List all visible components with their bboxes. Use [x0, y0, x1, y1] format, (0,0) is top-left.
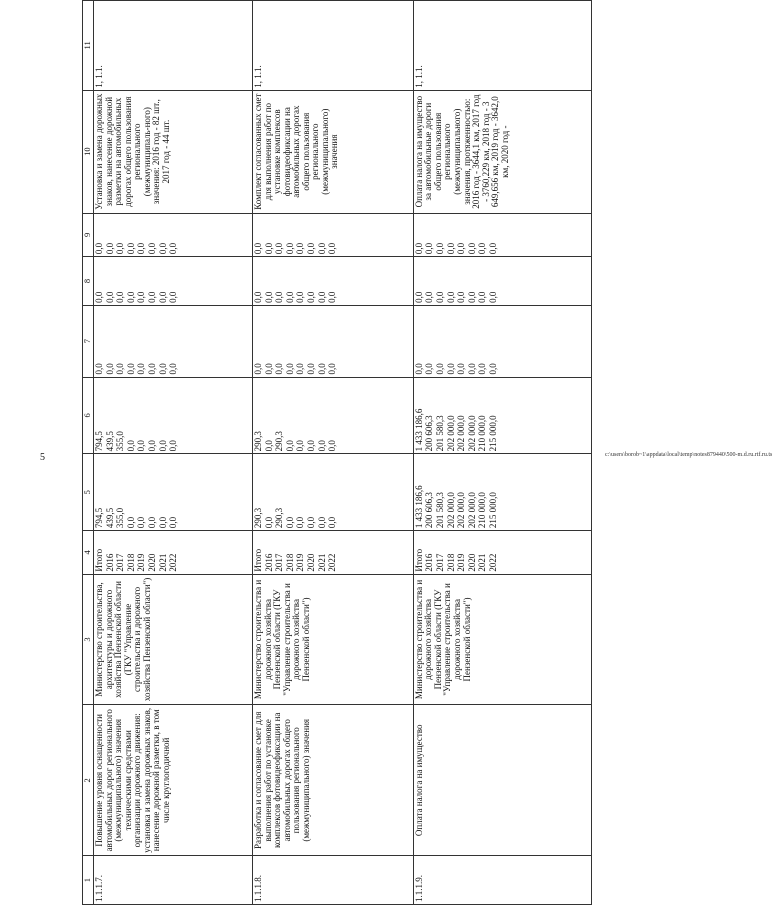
year-label: 2016: [104, 553, 115, 572]
funding-value: 0,0: [316, 363, 327, 375]
funding-value: 0,0: [252, 242, 263, 255]
year-label: 2018: [445, 553, 456, 572]
funding-value: 0,0: [168, 516, 179, 529]
year-label: 2020: [146, 553, 157, 572]
column-number-header: 6: [83, 377, 94, 454]
funding-value: 0,0: [284, 440, 295, 452]
executor-cell: Министерство строительства и дорожного хозяйства Пензенской области (ГКУ "Управление строительства и дорожного хозяйства Пензенской области"): [252, 574, 413, 705]
funding-value: 0,0: [136, 291, 147, 303]
year-label: 2017: [115, 553, 126, 572]
task-link-cell: 1, 1.1.: [94, 1, 253, 91]
activity-number-cell: 1.1.1.8.: [252, 856, 413, 905]
year-label: Итого: [252, 548, 263, 572]
funding-value: 0,0: [424, 363, 435, 375]
funding-value: 0,0: [305, 291, 316, 303]
funding-value: 0,0: [104, 363, 115, 375]
funding-value: 439,5: [104, 507, 115, 529]
funding-value: 0,0: [146, 242, 157, 255]
funding-value: 355,0: [115, 507, 126, 529]
funding-value: 0,0: [445, 363, 456, 375]
funding-value: 290,3: [274, 507, 285, 529]
funding-value: 0,0: [136, 242, 147, 255]
funding-value: 202 000,0: [456, 415, 467, 452]
year-label: 2020: [305, 553, 316, 572]
funding-value: 0,0: [157, 516, 168, 529]
funding-col8-cell: [94, 257, 253, 306]
funding-value: 202 000,0: [456, 492, 467, 529]
funding-value: 0,0: [413, 242, 424, 255]
funding-value: 0,0: [424, 291, 435, 303]
funding-value: 0,0: [327, 516, 338, 529]
funding-value: 0,0: [435, 242, 446, 255]
year-label: Итого: [94, 548, 104, 572]
funding-col8-cell: [252, 257, 413, 306]
activity-name-cell: Разработка и согласование смет для выполнения работ по установке комплексов фотовидеофиксации на автомобильных дорогах общего пользования регионального (межмуниципального) значения: [252, 705, 413, 856]
funding-value: 0,0: [305, 516, 316, 529]
funding-value: 0,0: [305, 242, 316, 255]
funding-value: 0,0: [115, 291, 126, 303]
column-number-header: 3: [83, 574, 94, 705]
funding-value: 0,0: [125, 242, 136, 255]
funding-value: 0,0: [305, 440, 316, 452]
funding-value: 0,0: [94, 363, 104, 375]
funding-value: 0,0: [327, 363, 338, 375]
year-label: 2019: [295, 553, 306, 572]
funding-value: 0,0: [327, 440, 338, 452]
year-label: 2021: [316, 553, 327, 572]
task-link-cell: 1, 1.1.: [252, 1, 413, 91]
funding-value: 0,0: [168, 440, 179, 452]
funding-value: 0,0: [136, 440, 147, 452]
funding-value: 0,0: [466, 242, 477, 255]
funding-col9-cell: [94, 213, 253, 257]
funding-value: 0,0: [295, 440, 306, 452]
funding-col7-cell: [94, 305, 253, 377]
year-label: Итого: [413, 548, 424, 572]
funding-value: 0,0: [413, 363, 424, 375]
year-label: 2022: [488, 553, 498, 572]
funding-value: 0,0: [157, 291, 168, 303]
funding-col9-cell: [252, 213, 413, 257]
funding-value: 200 606,3: [424, 492, 435, 529]
years-cell: [94, 531, 253, 575]
funding-value: 0,0: [157, 440, 168, 452]
funding-value: 290,3: [252, 431, 263, 452]
funding-value: 0,0: [488, 363, 498, 375]
funding-value: 201 580,3: [435, 492, 446, 529]
funding-value: 0,0: [477, 363, 488, 375]
funding-value: 290,3: [252, 507, 263, 529]
funding-value: 0,0: [316, 440, 327, 452]
funding-value: 0,0: [146, 440, 157, 452]
funding-value: 0,0: [445, 242, 456, 255]
year-label: 2022: [168, 553, 179, 572]
funding-value: 0,0: [146, 363, 157, 375]
column-number-header: 10: [83, 90, 94, 213]
executor-cell: Министерство строительства и дорожного хозяйства Пензенской области (ГКУ "Управление строительства и дорожного хозяйства Пензенской области"): [413, 574, 591, 705]
column-number-header: 9: [83, 213, 94, 257]
funding-value: 0,0: [477, 242, 488, 255]
funding-value: 0,0: [274, 291, 285, 303]
funding-col6-cell: [252, 377, 413, 454]
column-number-header: 7: [83, 305, 94, 377]
funding-value: 0,0: [252, 363, 263, 375]
column-number-header: 1: [83, 856, 94, 905]
year-label: 2020: [466, 553, 477, 572]
funding-col6-cell: [94, 377, 253, 454]
column-number-row: [83, 1, 94, 905]
funding-value: 0,0: [136, 363, 147, 375]
funding-value: 210 000,0: [477, 415, 488, 452]
funding-value: 0,0: [488, 291, 498, 303]
funding-value: 0,0: [413, 291, 424, 303]
funding-col8-cell: [413, 257, 591, 306]
year-label: 2022: [327, 553, 338, 572]
funding-value: 0,0: [477, 291, 488, 303]
funding-value: 0,0: [284, 363, 295, 375]
activity-number-cell: 1.1.1.9.: [413, 856, 591, 905]
indicator-cell: Комплект согласованных смет для выполнения работ по установке комплексов фотовидеофиксации на автомобильных дорогах общего пользования регионального (межмуниципального) значения: [252, 90, 413, 213]
funding-value: 0,0: [157, 242, 168, 255]
funding-value: 0,0: [168, 363, 179, 375]
funding-value: 0,0: [263, 516, 274, 529]
table-row: [252, 1, 413, 905]
indicator-cell: Оплата налога на имущество за автомобильные дороги общего пользования регионального (межмуниципального) значения, протяженностью: 2016 год - 3644,1 км, 2017 год - 3760,229 км, 2018 год - 3 649,656 км, 2019 год - 3642,0 км, 2020 год -: [413, 90, 591, 213]
funding-value: 0,0: [466, 363, 477, 375]
funding-col5-cell: [413, 454, 591, 531]
funding-value: 202 000,0: [445, 492, 456, 529]
funding-value: 0,0: [263, 363, 274, 375]
funding-value: 0,0: [316, 291, 327, 303]
activity-name-cell: Оплата налога на имущество: [413, 705, 591, 856]
funding-value: 355,0: [115, 431, 126, 452]
page-number: 5: [40, 452, 45, 463]
column-number-header: 11: [83, 1, 94, 91]
year-label: 2018: [125, 553, 136, 572]
funding-value: 215 000,0: [488, 492, 498, 529]
funding-value: 0,0: [263, 242, 274, 255]
year-label: 2021: [477, 553, 488, 572]
funding-value: 0,0: [327, 242, 338, 255]
footer-file-path: c:\users\borob~1\appdata\local\temp\notes879440\500-m.d.ru.rtf.ru.ts: [605, 452, 772, 458]
year-label: 2021: [157, 553, 168, 572]
table-row: [94, 1, 253, 905]
year-label: 2018: [284, 553, 295, 572]
funding-value: 0,0: [125, 440, 136, 452]
funding-value: 794,5: [94, 507, 104, 529]
funding-value: 0,0: [295, 291, 306, 303]
year-label: 2019: [136, 553, 147, 572]
funding-value: 0,0: [274, 242, 285, 255]
funding-value: 0,0: [125, 363, 136, 375]
task-link-cell: 1, 1.1.: [413, 1, 591, 91]
funding-value: 201 580,3: [435, 415, 446, 452]
funding-value: 0,0: [168, 291, 179, 303]
funding-value: 794,5: [94, 431, 104, 452]
funding-value: 0,0: [252, 291, 263, 303]
funding-value: 0,0: [435, 363, 446, 375]
funding-col7-cell: [252, 305, 413, 377]
funding-value: 202 000,0: [466, 415, 477, 452]
years-cell: [252, 531, 413, 575]
funding-col6-cell: [413, 377, 591, 454]
funding-col7-cell: [413, 305, 591, 377]
funding-value: 0,0: [488, 242, 498, 255]
year-label: 2017: [435, 553, 446, 572]
funding-value: 0,0: [295, 242, 306, 255]
funding-value: 0,0: [284, 291, 295, 303]
funding-value: 0,0: [456, 363, 467, 375]
funding-col5-cell: [252, 454, 413, 531]
funding-value: 0,0: [424, 242, 435, 255]
funding-value: 0,0: [327, 291, 338, 303]
funding-col9-cell: [413, 213, 591, 257]
year-label: 2019: [456, 553, 467, 572]
funding-value: 0,0: [263, 291, 274, 303]
funding-value: 0,0: [104, 242, 115, 255]
funding-value: 0,0: [146, 291, 157, 303]
funding-value: 0,0: [456, 242, 467, 255]
activity-name-cell: Повышение уровня оснащенности автомобильных дорог регионального (межмуниципального) значения техническими средствами организации дорожного движения: установка и замена дорожных знаков, нанесение дорожной разметки, в том числе круглогодичной: [94, 705, 253, 856]
funding-value: 0,0: [104, 291, 115, 303]
funding-value: 0,0: [466, 291, 477, 303]
funding-value: 0,0: [94, 291, 104, 303]
funding-value: 215 000,0: [488, 415, 498, 452]
funding-value: 0,0: [456, 291, 467, 303]
column-number-header: 8: [83, 257, 94, 306]
funding-value: 0,0: [115, 363, 126, 375]
funding-value: 0,0: [274, 363, 285, 375]
year-label: 2016: [424, 553, 435, 572]
years-cell: [413, 531, 591, 575]
column-number-header: 5: [83, 454, 94, 531]
year-label: 2016: [263, 553, 274, 572]
funding-col5-cell: [94, 454, 253, 531]
funding-value: 202 000,0: [445, 415, 456, 452]
funding-value: 1 433 186,6: [413, 408, 424, 452]
funding-value: 0,0: [445, 291, 456, 303]
funding-value: 0,0: [168, 242, 179, 255]
funding-value: 0,0: [94, 242, 104, 255]
funding-value: 0,0: [316, 242, 327, 255]
funding-value: 1 433 186,6: [413, 485, 424, 529]
funding-value: 200 606,3: [424, 415, 435, 452]
year-label: 2017: [274, 553, 285, 572]
table-row: [413, 1, 591, 905]
activity-number-cell: 1.1.1.7.: [94, 856, 253, 905]
funding-value: 0,0: [157, 363, 168, 375]
rotated-table-container: [82, 0, 592, 905]
funding-value: 0,0: [284, 242, 295, 255]
funding-value: 0,0: [136, 516, 147, 529]
funding-value: 0,0: [316, 516, 327, 529]
funding-value: 439,5: [104, 431, 115, 452]
funding-value: 0,0: [146, 516, 157, 529]
funding-value: 0,0: [263, 440, 274, 452]
funding-value: 0,0: [295, 363, 306, 375]
indicator-cell: Установка и замена дорожных знаков, нанесение дорожной разметки на автомобильных дорогах общего пользования регионального (межмуниципаль-ного) значения: 2016 год - 82 шт., 2017 год - 44 шт.: [94, 90, 253, 213]
funding-value: 0,0: [125, 516, 136, 529]
funding-value: 0,0: [284, 516, 295, 529]
column-number-header: 2: [83, 705, 94, 856]
funding-value: 202 000,0: [466, 492, 477, 529]
funding-value: 0,0: [115, 242, 126, 255]
executor-cell: Министерство строительства, архитектуры и дорожного хозяйства Пензенской области (ГКУ "Управление строительства и дорожного хозяйства Пензенской области"): [94, 574, 253, 705]
funding-value: 0,0: [295, 516, 306, 529]
funding-value: 210 000,0: [477, 492, 488, 529]
funding-value: 290,3: [274, 431, 285, 452]
funding-value: 0,0: [125, 291, 136, 303]
funding-value: 0,0: [435, 291, 446, 303]
column-number-header: 4: [83, 531, 94, 575]
funding-value: 0,0: [305, 363, 316, 375]
program-activities-table: [82, 0, 592, 905]
